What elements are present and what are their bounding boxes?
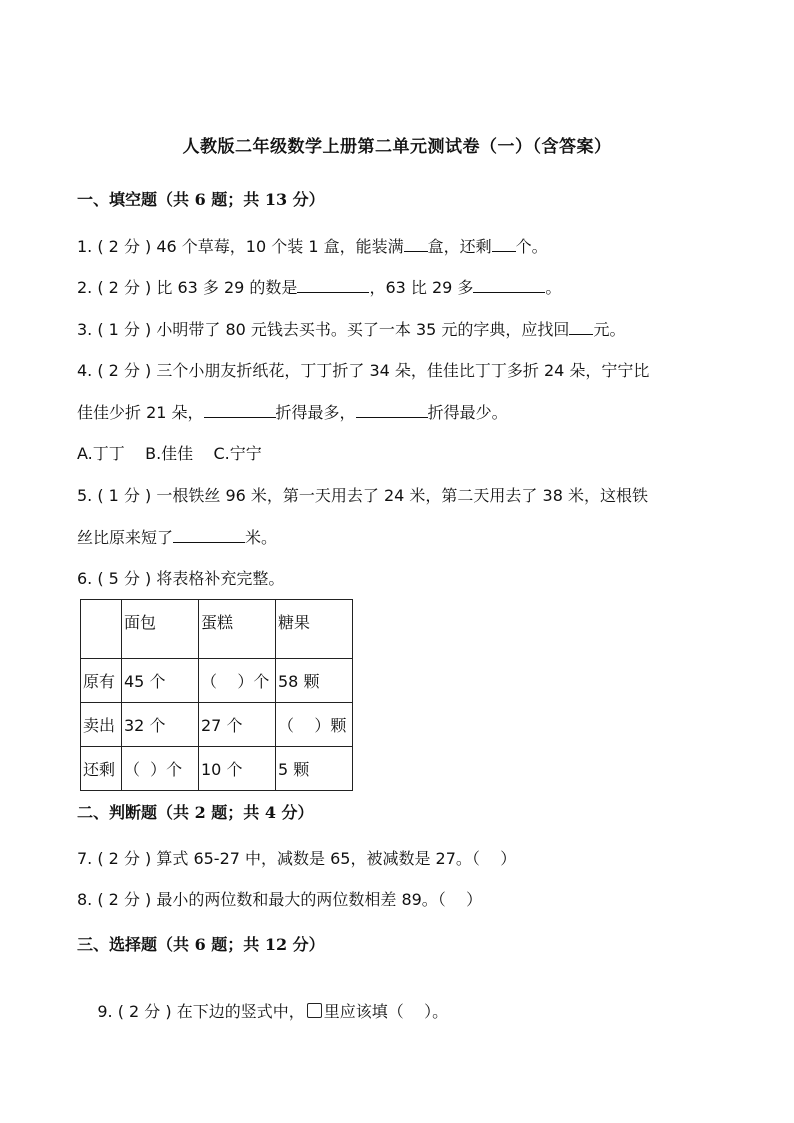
table-cell: 58 颗 [276, 659, 353, 703]
question-5-line-2 [77, 527, 277, 548]
answer-blank [569, 319, 593, 335]
section-true-false: 二、判断题（共 2 题；共 4 分） [77, 803, 314, 822]
q5-text-b: 米。 [245, 528, 278, 547]
answer-blank [173, 527, 245, 543]
table-cell [81, 600, 122, 659]
q1-text-c: 个。 [515, 237, 548, 256]
section-fill-in: 一、填空题（共 6 题；共 13 分） [77, 190, 325, 209]
question-2 [77, 277, 561, 298]
table-row-label: 卖出 [81, 703, 122, 747]
question-3 [77, 319, 625, 340]
table-header-cell: 蛋糕 [199, 600, 276, 659]
table-cell: 10 个 [199, 747, 276, 791]
table-header-cell: 面包 [122, 600, 199, 659]
answer-blank [356, 402, 428, 418]
table-cell: （ ）个 [122, 747, 199, 791]
question-4-line-1: 4. ( 2 分 ) 三个小朋友折纸花，丁丁折了 34 朵，佳佳比丁丁多折 24 朵，宁宁比 [77, 361, 650, 380]
q2-text-c: 。 [545, 278, 562, 297]
fill-table [80, 599, 353, 791]
q3-text-a: 3. ( 1 分 ) 小明带了 80 元钱去买书。买了一本 35 元的字典，应找回 [77, 320, 570, 339]
answer-blank [204, 402, 276, 418]
q3-text-b: 元。 [593, 320, 626, 339]
table-row-label: 还剩 [81, 747, 122, 791]
q4-text-c: 折得最少。 [427, 403, 508, 422]
q4-text-a: 佳佳少折 21 朵， [77, 403, 204, 422]
table-cell: 45 个 [122, 659, 199, 703]
table-row [81, 703, 353, 747]
section-multiple-choice: 三、选择题（共 6 题；共 12 分） [77, 935, 325, 954]
answer-blank [297, 277, 369, 293]
question-1 [77, 236, 548, 257]
answer-blank [473, 277, 545, 293]
q9-text-b: 里应该填（ ）。 [323, 1002, 449, 1021]
table-row-label: 原有 [81, 659, 122, 703]
q1-text-a: 1. ( 2 分 ) 46 个草莓，10 个装 1 盒，能装满 [77, 237, 404, 256]
question-4-line-2 [77, 402, 508, 423]
table-cell: （ ）个 [199, 659, 276, 703]
table-cell: 27 个 [199, 703, 276, 747]
question-8: 8. ( 2 分 ) 最小的两位数和最大的两位数相差 89。（ ） [77, 890, 483, 909]
question-6: 6. ( 5 分 ) 将表格补充完整。 [77, 569, 285, 588]
table-cell: 5 颗 [276, 747, 353, 791]
page-title: 人教版二年级数学上册第二单元测试卷（一）（含答案） [182, 137, 612, 157]
q1-text-b: 盒，还剩 [427, 237, 492, 256]
q2-text-b: ，63 比 29 多 [369, 278, 474, 297]
q5-text-a: 丝比原来短了 [77, 528, 174, 547]
q4-text-b: 折得最多， [275, 403, 356, 422]
question-4-options: A.丁丁 B.佳佳 C.宁宁 [77, 444, 262, 463]
question-9 [77, 982, 448, 1042]
question-5-line-1: 5. ( 1 分 ) 一根铁丝 96 米，第一天用去了 24 米，第二天用去了 38 米，这根铁 [77, 486, 648, 505]
table-row [81, 659, 353, 703]
table-cell: （ ）颗 [276, 703, 353, 747]
question-7: 7. ( 2 分 ) 算式 65-27 中，减数是 65，被减数是 27。（ ） [77, 849, 517, 868]
answer-blank [404, 236, 428, 252]
table-row [81, 747, 353, 791]
table-cell: 32 个 [122, 703, 199, 747]
box-placeholder-icon [307, 1003, 322, 1018]
table-header-row [81, 600, 353, 659]
table-header-cell: 糖果 [276, 600, 353, 659]
q9-text-a: 9. ( 2 分 ) 在下边的竖式中， [97, 1002, 305, 1021]
q2-text-a: 2. ( 2 分 ) 比 63 多 29 的数是 [77, 278, 298, 297]
answer-blank [492, 236, 516, 252]
